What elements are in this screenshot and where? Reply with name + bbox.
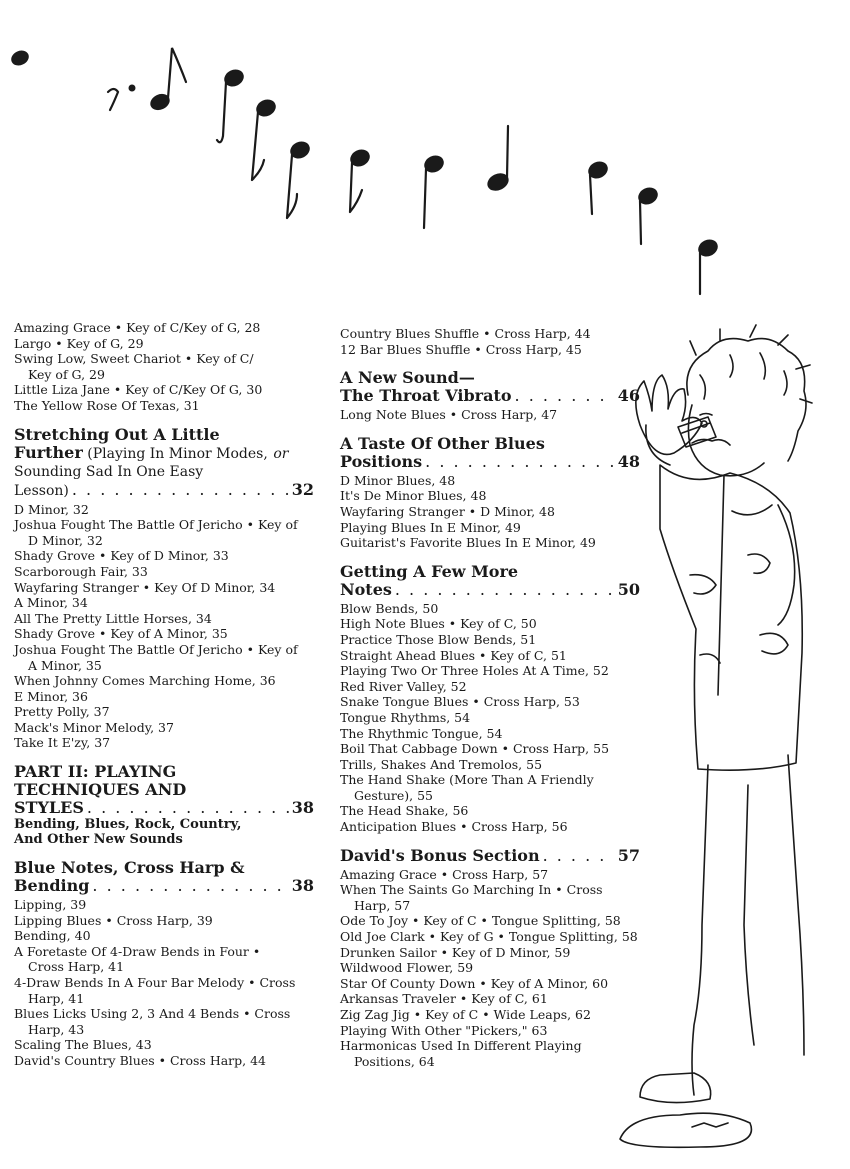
toc-entry: Drunken Sailor • Key of D Minor, 59 bbox=[340, 944, 571, 960]
section-title-line: Bending . . . 38 bbox=[14, 877, 314, 895]
toc-entry: Trills, Shakes And Tremolos, 55 bbox=[340, 756, 543, 772]
toc-entry: Little Liza Jane • Key of C/Key Of G, 30 bbox=[14, 382, 263, 398]
section-title-line: The Throat Vibrato . . . 46 bbox=[340, 387, 640, 405]
toc-entry: All The Pretty Little Horses, 34 bbox=[14, 610, 212, 626]
toc-entry: Playing Two Or Three Holes At A Time, 52 bbox=[340, 663, 609, 679]
page-number: 46 bbox=[617, 386, 640, 406]
toc-entry: Harmonicas Used In Different Playing bbox=[340, 1038, 582, 1054]
shoe bbox=[640, 1073, 711, 1103]
toc-entry: Pretty Polly, 37 bbox=[14, 704, 110, 720]
toc-entry: Shady Grove • Key of D Minor, 33 bbox=[14, 548, 229, 564]
page-number: 38 bbox=[291, 876, 314, 896]
section-bonus bbox=[340, 847, 640, 865]
toc-entry: Harp, 41 bbox=[28, 990, 85, 1006]
toc-entry: Mack's Minor Melody, 37 bbox=[14, 719, 174, 735]
section-part-2 bbox=[14, 763, 314, 847]
mustache bbox=[692, 439, 730, 445]
toc-entry: Scarborough Fair, 33 bbox=[14, 563, 148, 579]
toc-entry: Largo • Key of G, 29 bbox=[14, 335, 144, 351]
section-title-line: Lesson) . . . 32 bbox=[14, 481, 314, 500]
page-number: 38 bbox=[291, 798, 314, 818]
toc-entry: Joshua Fought The Battle Of Jericho • Key of bbox=[14, 641, 298, 657]
toc-entry: Harp, 57 bbox=[354, 897, 411, 913]
toc-entry: 12 Bar Blues Shuffle • Cross Harp, 45 bbox=[340, 341, 582, 357]
toc-entry: Ode To Joy • Key of C • Tongue Splitting, 58 bbox=[340, 913, 621, 929]
toc-entry: Blow Bends, 50 bbox=[340, 600, 439, 616]
toc-entry: Country Blues Shuffle • Cross Harp, 44 bbox=[340, 326, 591, 341]
toc-entry: Wayfaring Stranger • Key Of D Minor, 34 bbox=[14, 579, 276, 595]
rest-symbol bbox=[108, 89, 118, 110]
top-entries-group bbox=[340, 326, 640, 357]
page-number: 57 bbox=[617, 845, 640, 865]
section-subtitle: Bending, Blues, Rock, Country, bbox=[14, 817, 242, 833]
toc-entry: D Minor Blues, 48 bbox=[340, 472, 456, 488]
toc-entry: Tongue Rhythms, 54 bbox=[340, 709, 471, 725]
toc-entry: A Minor, 35 bbox=[28, 657, 102, 673]
middle-column bbox=[340, 326, 640, 1073]
toc-entry: 4-Draw Bends In A Four Bar Melody • Cross bbox=[14, 975, 296, 991]
toc-entry: The Head Shake, 56 bbox=[340, 803, 469, 819]
section-taste-of-blues bbox=[340, 435, 640, 471]
toc-entry: Shady Grove • Key of A Minor, 35 bbox=[14, 626, 228, 642]
page-number: 50 bbox=[617, 579, 640, 599]
toc-entry: D Minor, 32 bbox=[14, 501, 89, 517]
toc-entry: Long Note Blues • Cross Harp, 47 bbox=[340, 407, 558, 423]
toc-entry: Cross Harp, 41 bbox=[28, 959, 125, 975]
toc-entry: Bending, 40 bbox=[14, 928, 91, 944]
toc-entry: It's De Minor Blues, 48 bbox=[340, 488, 487, 504]
section-title: Further (Playing In Minor Modes, or bbox=[14, 442, 289, 462]
toc-entry: Arkansas Traveler • Key of C, 61 bbox=[340, 991, 548, 1007]
section-stretching-out bbox=[14, 426, 314, 500]
dot bbox=[130, 86, 135, 91]
section-title-line: Positions . . . 48 bbox=[340, 453, 640, 471]
toc-entry: Lipping Blues • Cross Harp, 39 bbox=[14, 912, 213, 928]
toc-entry: Scaling The Blues, 43 bbox=[14, 1037, 152, 1053]
toc-entry: Key of G, 29 bbox=[28, 366, 105, 382]
toc-entry: Old Joe Clark • Key of G • Tongue Splitting, 58 bbox=[340, 929, 638, 945]
section-new-sound bbox=[340, 369, 640, 405]
toc-entry: Boil That Cabbage Down • Cross Harp, 55 bbox=[340, 741, 610, 757]
toc-entry: Harp, 43 bbox=[28, 1021, 85, 1037]
more-notes-entries-group bbox=[340, 601, 640, 835]
section-title-line: David's Bonus Section . . . 57 bbox=[340, 847, 640, 865]
toc-entry: Lipping, 39 bbox=[14, 897, 87, 913]
toc-entry: Playing Blues In E Minor, 49 bbox=[340, 519, 521, 535]
section-title-line: STYLES . . . 38 bbox=[14, 799, 314, 817]
taste-entries-group bbox=[340, 473, 640, 551]
toc-entry: Wildwood Flower, 59 bbox=[340, 960, 474, 976]
toc-entry: Blues Licks Using 2, 3 And 4 Bends • Cross bbox=[14, 1006, 291, 1022]
toc-entry: Snake Tongue Blues • Cross Harp, 53 bbox=[340, 694, 580, 710]
toc-entry: E Minor, 36 bbox=[14, 688, 88, 704]
toc-entry: Take It E'zy, 37 bbox=[14, 735, 111, 751]
page-number: 32 bbox=[291, 479, 314, 499]
toc-entry: Zig Zag Jig • Key of C • Wide Leaps, 62 bbox=[340, 1007, 591, 1022]
toc-entry: High Note Blues • Key of C, 50 bbox=[340, 616, 537, 632]
toc-entry: Positions, 64 bbox=[354, 1053, 435, 1069]
section-title-line: Notes . . . 50 bbox=[340, 581, 640, 599]
toc-entry: Amazing Grace • Key of C/Key of G, 28 bbox=[14, 320, 261, 335]
section-subtitle: And Other New Sounds bbox=[14, 832, 183, 848]
note-head bbox=[10, 49, 30, 67]
toc-entry: The Hand Shake (More Than A Friendly bbox=[340, 772, 594, 788]
toc-entry: The Rhythmic Tongue, 54 bbox=[340, 725, 503, 741]
section-blue-notes bbox=[14, 859, 314, 895]
toc-entry: When Johnny Comes Marching Home, 36 bbox=[14, 673, 276, 689]
toc-entry: Guitarist's Favorite Blues In E Minor, 49 bbox=[340, 535, 596, 551]
left-column bbox=[14, 320, 314, 1073]
toc-entry: Anticipation Blues • Cross Harp, 56 bbox=[340, 819, 568, 835]
toc-entry: Swing Low, Sweet Chariot • Key of C/ bbox=[14, 351, 254, 367]
toc-entry: A Minor, 34 bbox=[14, 595, 88, 611]
section-title: Stretching Out A Little bbox=[14, 424, 220, 444]
toc-entry: The Yellow Rose Of Texas, 31 bbox=[14, 397, 200, 413]
bonus-entries-group bbox=[340, 867, 640, 1070]
top-entries-group bbox=[14, 320, 314, 414]
toc-entry: Practice Those Blow Bends, 51 bbox=[340, 631, 537, 647]
toc-entry: Gesture), 55 bbox=[354, 787, 433, 803]
toc-entry: Red River Valley, 52 bbox=[340, 678, 467, 694]
toc-entry: A Foretaste Of 4-Draw Bends in Four • bbox=[14, 943, 261, 959]
toc-entry: D Minor, 32 bbox=[28, 532, 103, 548]
toc-entry: Amazing Grace • Cross Harp, 57 bbox=[340, 866, 549, 882]
toc-entry: Straight Ahead Blues • Key of C, 51 bbox=[340, 647, 567, 663]
section-more-notes bbox=[340, 563, 640, 599]
new-sound-entries-group bbox=[340, 407, 640, 423]
stretching-entries-group bbox=[14, 502, 314, 752]
section-title: Blue Notes, Cross Harp & bbox=[14, 858, 245, 878]
toc-entry: Playing With Other "Pickers," 63 bbox=[340, 1022, 548, 1038]
toc-entry: When The Saints Go Marching In • Cross bbox=[340, 882, 603, 898]
shoe bbox=[620, 1113, 751, 1147]
toc-entry: Star Of County Down • Key of A Minor, 60 bbox=[340, 975, 609, 991]
section-title: Getting A Few More bbox=[340, 561, 519, 581]
music-notes-illustration bbox=[0, 0, 850, 310]
section-title: A Taste Of Other Blues bbox=[340, 433, 545, 453]
page-number: 48 bbox=[617, 451, 640, 471]
section-title: Sounding Sad In One Easy bbox=[14, 463, 204, 480]
section-title: TECHNIQUES AND bbox=[14, 780, 187, 800]
toc-entry: Joshua Fought The Battle Of Jericho • Key of bbox=[14, 517, 298, 533]
section-title: A New Sound— bbox=[340, 368, 475, 388]
blue-notes-entries-group bbox=[14, 897, 314, 1069]
toc-entry: David's Country Blues • Cross Harp, 44 bbox=[14, 1053, 267, 1068]
toc-entry: Wayfaring Stranger • D Minor, 48 bbox=[340, 503, 555, 519]
section-title: PART II: PLAYING bbox=[14, 762, 177, 782]
